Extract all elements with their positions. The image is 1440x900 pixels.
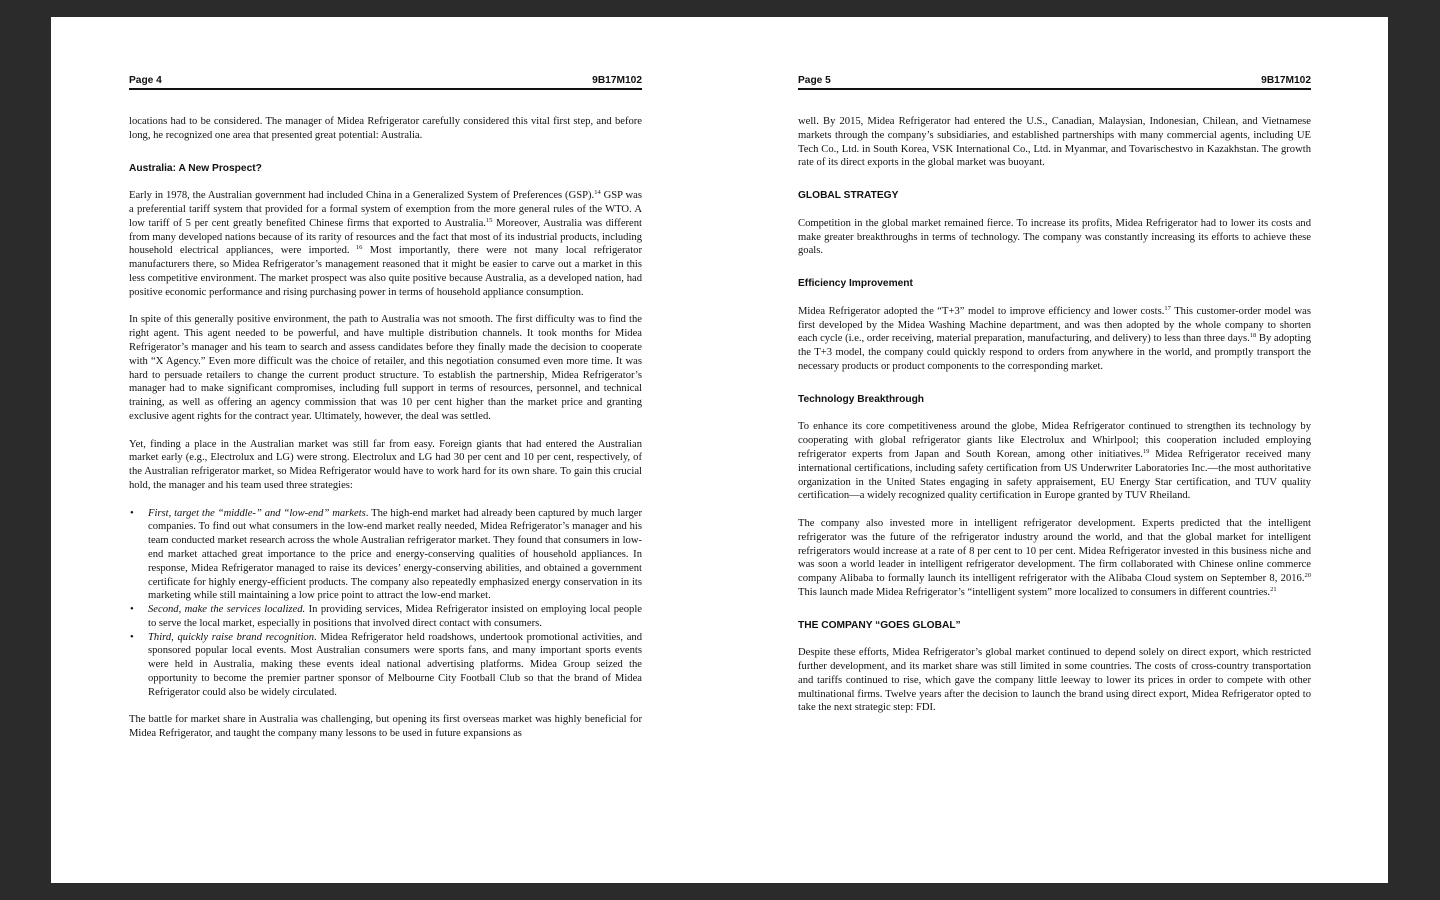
paragraph bbox=[798, 420, 1311, 503]
footnote-ref: 15 bbox=[485, 216, 493, 224]
page-header bbox=[798, 74, 1311, 90]
text-run: Moreover, Australia was different from many developed nations because of its rarity of resources and the fact that most of its industrial products, including household electrical appliances, were imported. bbox=[129, 217, 642, 257]
page-5 bbox=[798, 74, 1311, 729]
list-item-text: . Midea Refrigerator held roadshows, undertook promotional activities, and sponsored popular local events. Most Australian consumers were sports fans, and many important sports events were held in Australia, making these events ideal national advertising platforms. Midea Group seized the opportunity to become the premier partner sponsor of Melbourne City Football Club so that the brand of Midea Refrigerator could also be widely circulated. bbox=[148, 631, 642, 698]
footnote-ref: 19 bbox=[1142, 447, 1150, 455]
list-item bbox=[129, 603, 642, 631]
paragraph: Despite these efforts, Midea Refrigerator’s global market continued to depend solely on direct export, which restricted further development, and its market share was still limited in some countries. The costs of cross-country transportation and tariffs continued to rise, which gave the company little leeway to lower its prices in order to compete with other multinational firms. Twelve years after the decision to launch the brand using direct export, Midea Refrigerator opted to take the next strategic step: FDI. bbox=[798, 647, 1311, 714]
text-run: Early in 1978, the Australian government had included China in a Generalized System of Preferences (GSP). bbox=[129, 190, 595, 202]
section-heading: Technology Breakthrough bbox=[798, 393, 925, 405]
footnote-ref: 18 bbox=[1249, 332, 1257, 340]
paragraph: The battle for market share in Australia was challenging, but opening its first overseas market was highly beneficial for Midea Refrigerator, and taught the company many lessons to be used in future expansions as bbox=[129, 714, 642, 740]
text-run: To enhance its core competitiveness around the globe, Midea Refrigerator continued to strengthen its technology by cooperating with global refrigerator giants like Electrolux and Whirlpool; this cooperation included employing refrigerator experts from Japan and South Korean, among other initiatives. bbox=[798, 421, 1311, 460]
paragraph bbox=[798, 305, 1311, 374]
case-code: 9B17M102 bbox=[592, 75, 642, 86]
text-run: By adopting the T+3 model, the company could quickly respond to orders from anywhere in the world, and promptly transport the necessary products or product components to the corresponding market. bbox=[798, 333, 1311, 372]
paragraph: Competition in the global market remained fierce. To increase its profits, Midea Refrigerator had to lower its costs and make greater breakthroughs in terms of technology. The company was constantly increasing its efforts to achieve these goals. bbox=[798, 217, 1311, 257]
list-item-lead: First, target the “middle-” and “low-end” markets bbox=[148, 507, 366, 519]
list-item-text: In providing services, Midea Refrigerator insisted on employing local people to serve the local market, especially in positions that involved direct contact with consumers. bbox=[148, 604, 642, 629]
list-item bbox=[129, 507, 642, 604]
list-item-text: . The high-end market had already been captured by much larger companies. To find out what consumers in the low-end market really needed, Midea Refrigerator’s manager and his team conducted market research across the whole Australian refrigerator market. They found that consumers in low-end market attached great importance to the price and energy-conserving qualities of household appliances. In response, Midea Refrigerator managed to raise its devices’ energy-conserving abilities, and obtained a government certificate for highly energy-efficient products. The company also repeatedly emphasized energy conservation in its marketing while still maintaining a low price point to attract the low-end market. bbox=[148, 507, 642, 602]
document-viewer bbox=[51, 17, 1388, 883]
page-number: Page 5 bbox=[798, 75, 831, 86]
text-run: Most importantly, there were not many local refrigerator manufacturers there, so Midea Refrigerator’s management reasoned that it might be easier to carve out a market in this less competitive environment. The market prospect was also quite positive because Australia, as a developed nation, had positive economic performance and rising purchasing power in terms of household appliance consumption. bbox=[129, 245, 642, 298]
section-heading: GLOBAL STRATEGY bbox=[798, 190, 899, 202]
strategy-list bbox=[129, 507, 642, 700]
case-code: 9B17M102 bbox=[1261, 75, 1311, 86]
text-run: Midea Refrigerator adopted the “T+3” model to improve efficiency and lower costs. bbox=[798, 305, 1165, 317]
footnote-ref: 20 bbox=[1304, 572, 1311, 580]
section-heading: THE COMPANY “GOES GLOBAL” bbox=[798, 619, 961, 631]
paragraph bbox=[129, 189, 642, 299]
paragraph: well. By 2015, Midea Refrigerator had entered the U.S., Canadian, Malaysian, Indonesian, Chilean, and Vietnamese markets through the company’s subsidiaries, and established partnerships with many commercial agents, including UE Tech Co., Ltd. in South Korea, VSK International Co., Ltd. in Myanmar, and Tovarischestvo in Kazakhstan. The growth rate of its direct exports in the global market was buoyant. bbox=[798, 116, 1311, 169]
section-heading: Australia: A New Prospect? bbox=[129, 162, 262, 174]
text-run: This customer-order model was first developed by the Midea Washing Machine department, and was then adopted by the whole company to shorten each cycle (i.e., order receiving, material preparation, manufacturing, and delivery) to less than three days. bbox=[798, 305, 1311, 345]
footnote-ref: 16 bbox=[349, 244, 363, 252]
section-heading: Efficiency Improvement bbox=[798, 278, 913, 290]
text-run: Midea Refrigerator received many international certifications, including safety certification from US Underwriter Laboratories Inc.—the most authoritative organization in the United States engaging in safety appraisement, EU Energy Star certification, and TUV quality certification—a widely recognized quality certification in Europe granted by TUV Rheiland. bbox=[798, 448, 1311, 502]
text-run: The company also invested more in intelligent refrigerator development. Experts predicted that the intelligent refrigerator was the future of the refrigerator industry around the world, and that the global market for intelligent refrigerators would increase at a rate of 8 per cent to 10 per cent. Midea Refrigerator invested in this business niche and was soon a world leader in intelligent refrigerator development. The firm collaborated with Chinese online commerce company Alibaba to formally launch its intelligent refrigerator with the Alibaba Cloud system on September 8, 2016. bbox=[798, 517, 1311, 585]
page-header bbox=[129, 74, 642, 90]
footnote-ref: 14 bbox=[594, 189, 601, 197]
paragraph: locations had to be considered. The manager of Midea Refrigerator carefully considered this vital first step, and before long, he recognized one area that presented great potential: Australia. bbox=[129, 116, 642, 141]
footnote-ref: 17 bbox=[1164, 304, 1171, 312]
page-number: Page 4 bbox=[129, 75, 162, 86]
paragraph bbox=[798, 517, 1311, 600]
list-item-lead: Second, make the services localized. bbox=[148, 604, 306, 616]
footnote-ref: 21 bbox=[1270, 585, 1277, 593]
list-item bbox=[129, 631, 642, 700]
list-item-lead: Third, quickly raise brand recognition bbox=[148, 631, 315, 643]
paragraph: Yet, finding a place in the Australian market was still far from easy. Foreign giants that had entered the Australian market early (e.g., Electrolux and LG) were strong. Electrolux and LG had 30 per cent and 10 per cent, respectively, of the Australian refrigerator market, so Midea Refrigerator would have to work hard for its own share. To gain this crucial hold, the manager and his team used three strategies: bbox=[129, 438, 642, 491]
text-run: This launch made Midea Refrigerator’s “intelligent system” more localized to consumers in different countries. bbox=[798, 586, 1271, 598]
page-4 bbox=[129, 74, 642, 755]
text-run: GSP was a preferential tariff system that provided for a formal system of exemption from the more general rules of the WTO. A low tariff of 5 per cent greatly benefited Chinese firms that exported to Australia. bbox=[129, 190, 642, 229]
paragraph: In spite of this generally positive environment, the path to Australia was not smooth. The first difficulty was to find the right agent. This agent needed to be powerful, and have multiple distribution channels. It took months for Midea Refrigerator’s manager and his team to search and assess candidates before they finally made the decision to cooperate with “X Agency.” Even more difficult was the choice of retailer, and this negotiation consumed even more time. It was hard to persuade retailers to change the current product structure. To establish the partnership, Midea Refrigerator’s manager had to make significant compromises, including full support in terms of resources, personnel, and technical training, as well as offering an agency commission that was 10 per cent higher than the market price and granting exclusive agent rights for the contract year. Ultimately, however, the deal was settled. bbox=[129, 314, 642, 422]
